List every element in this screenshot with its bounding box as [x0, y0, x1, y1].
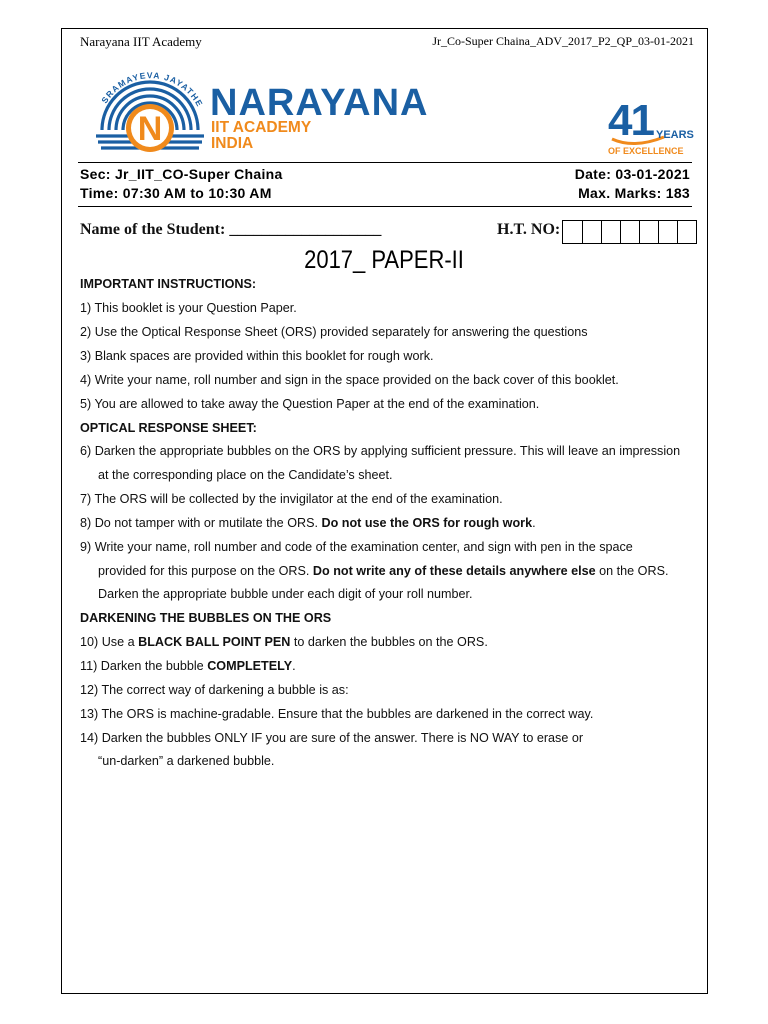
instruction-line: Darken the appropriate bubble under each digit of your roll number. [98, 587, 473, 601]
instruction-line: 1) This booklet is your Question Paper. [80, 301, 297, 315]
text-span: 11) Darken the bubble [80, 659, 208, 673]
text-bold: Do not use the ORS for rough work [321, 516, 533, 530]
brand-sub-line1: IIT ACADEMY [211, 119, 312, 136]
instruction-line: 3) Blank spaces are provided within this booklet for rough work. [80, 349, 434, 363]
instruction-line: 6) Darken the appropriate bubbles on the ORS by applying sufficient pressure. This will leave an impression [80, 444, 681, 458]
header-doc-code: Jr_Co-Super Chaina_ADV_2017_P2_QP_03-01-2021 [432, 34, 694, 48]
instruction-line: 5) You are allowed to take away the Question Paper at the end of the examination. [80, 397, 540, 411]
text-bold: Do not write any of these details anywhere else [312, 564, 596, 578]
htno-box[interactable] [582, 221, 601, 243]
htno-box[interactable] [658, 221, 677, 243]
paper-title: 2017_ PAPER-II [304, 246, 464, 274]
instruction-line: 2) Use the Optical Response Sheet (ORS) provided separately for answering the questions [80, 325, 588, 339]
logo-motto: SRAMAYEVA JAYATHE [99, 70, 206, 109]
text-span: provided for this purpose on the ORS. [98, 564, 313, 578]
instruction-line [80, 635, 488, 649]
brand-name: NARAYANA [210, 82, 429, 124]
text-span: . [292, 659, 296, 673]
htno-label: H.T. NO: [497, 221, 561, 238]
instruction-line: 13) The ORS is machine-gradable. Ensure that the bubbles are darkened in the correct way. [80, 707, 594, 721]
text-span: 8) Do not tamper with or mutilate the ORS. [80, 516, 322, 530]
text-bold: COMPLETELY [207, 659, 293, 673]
separator-bottom [78, 206, 692, 207]
brand-sub-line2: INDIA [211, 135, 254, 152]
instruction-line: 4) Write your name, roll number and sign in the space provided on the back cover of this booklet. [80, 373, 619, 387]
exam-time: Time: 07:30 AM to 10:30 AM [80, 185, 272, 201]
htno-box[interactable] [677, 221, 696, 243]
years-word: YEARS [656, 129, 694, 141]
header-institute: Narayana IIT Academy [80, 34, 202, 49]
section-heading-darkening: DARKENING THE BUBBLES ON THE ORS [80, 611, 332, 625]
text-bold: BLACK BALL POINT PEN [138, 635, 291, 649]
logo-letter: N [137, 110, 163, 148]
htno-input-boxes[interactable] [562, 220, 697, 244]
separator-top [78, 162, 692, 163]
section-heading-ors: OPTICAL RESPONSE SHEET: [80, 421, 257, 435]
instruction-line: 7) The ORS will be collected by the invigilator at the end of the examination. [80, 492, 503, 506]
student-name-label: Name of the Student: ___________________ [80, 221, 382, 238]
htno-box[interactable] [601, 221, 620, 243]
instruction-line: 14) Darken the bubbles ONLY IF you are sure of the answer. There is NO WAY to erase or [80, 731, 584, 745]
years-number: 41 [608, 96, 653, 145]
text-span: 10) Use a [80, 635, 139, 649]
instruction-line [98, 564, 668, 578]
exam-section: Sec: Jr_IIT_CO-Super Chaina [80, 166, 283, 182]
instruction-line: at the corresponding place on the Candidate’s sheet. [98, 468, 393, 482]
htno-box[interactable] [563, 221, 582, 243]
text-span: to darken the bubbles on the ORS. [290, 635, 488, 649]
instruction-line: 9) Write your name, roll number and code of the examination center, and sign with pen in the space [80, 540, 633, 554]
htno-box[interactable] [620, 221, 639, 243]
text-span: on the ORS. [595, 564, 669, 578]
instruction-line: 12) The correct way of darkening a bubble is as: [80, 683, 349, 697]
years-tag: OF EXCELLENCE [608, 146, 684, 156]
htno-box[interactable] [639, 221, 658, 243]
section-heading-important: IMPORTANT INSTRUCTIONS: [80, 277, 257, 291]
years-of-excellence-badge-icon [604, 95, 694, 159]
instruction-line [80, 659, 296, 673]
narayana-logo-icon [82, 58, 220, 158]
brand-subtitle [211, 120, 311, 152]
instruction-line [80, 516, 536, 530]
exam-date: Date: 03-01-2021 [574, 166, 690, 182]
text-span: . [532, 516, 536, 530]
instruction-line: “un-darken” a darkened bubble. [98, 754, 275, 768]
exam-max-marks: Max. Marks: 183 [578, 185, 690, 201]
